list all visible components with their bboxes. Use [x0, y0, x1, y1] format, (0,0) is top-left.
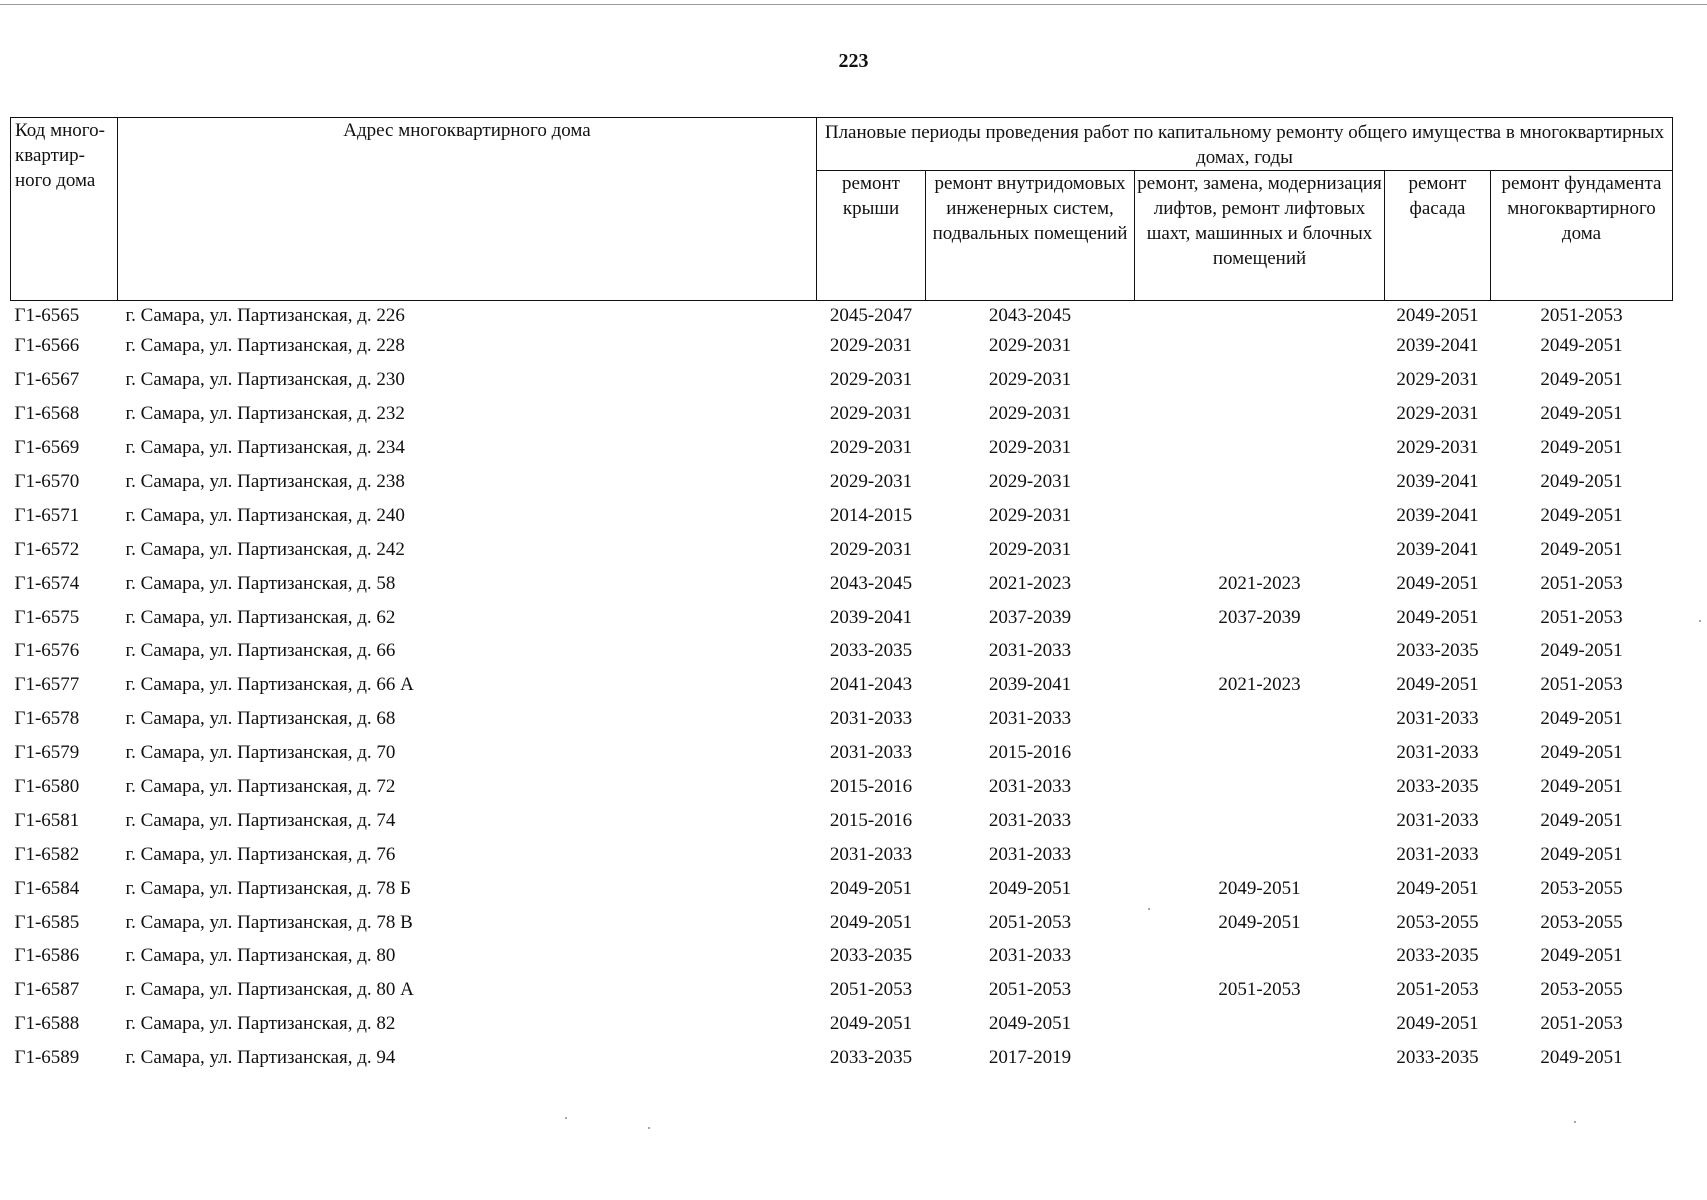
cell-address: г. Самара, ул. Партизанская, д. 78 В: [125, 911, 413, 933]
table-row: [11, 329, 1673, 363]
cell-facade: 2031-2033: [1396, 708, 1479, 730]
cell-address: г. Самара, ул. Партизанская, д. 94: [125, 1047, 396, 1069]
cell-roof: 2033-2035: [829, 640, 913, 662]
cell-foundation: 2049-2051: [1540, 538, 1623, 560]
header-periods-group: Плановые периоды проведения работ по капитальному ремонту общего имущества в многоквартирных домах, годы: [817, 118, 1673, 171]
header-address: Адрес многоквартирного дома: [118, 118, 817, 301]
cell-roof: 2015-2016: [829, 776, 913, 798]
table-row: [11, 770, 1673, 804]
cell-address: г. Самара, ул. Партизанская, д. 232: [125, 403, 405, 425]
cell-foundation: 2049-2051: [1540, 369, 1623, 391]
cell-engineering: 2049-2051: [988, 877, 1072, 899]
cell-foundation: 2049-2051: [1540, 742, 1623, 764]
cell-roof: 2029-2031: [829, 538, 913, 560]
cell-roof: 2051-2053: [829, 979, 913, 1001]
table-row: [11, 973, 1673, 1007]
cell-code: Г1-6587: [14, 979, 80, 1001]
table-row: [11, 600, 1673, 634]
cell-address: г. Самара, ул. Партизанская, д. 80: [125, 945, 396, 967]
cell-foundation: 2049-2051: [1540, 504, 1623, 526]
cell-code: Г1-6581: [14, 809, 80, 831]
cell-lifts: [1135, 736, 1385, 770]
cell-facade: 2029-2031: [1396, 369, 1479, 391]
cell-code: Г1-6588: [14, 1013, 80, 1035]
table-row: [11, 837, 1673, 871]
cell-facade: 2033-2035: [1396, 1047, 1479, 1069]
cell-foundation: 2051-2053: [1540, 304, 1623, 326]
top-rule: [0, 4, 1707, 5]
cell-address: г. Самара, ул. Партизанская, д. 66: [125, 640, 396, 662]
table-row: [11, 566, 1673, 600]
cell-lifts: [1135, 465, 1385, 499]
scan-speck: [1574, 1121, 1576, 1123]
cell-address: г. Самара, ул. Партизанская, д. 74: [125, 809, 396, 831]
cell-code: Г1-6585: [14, 911, 80, 933]
cell-roof: 2014-2015: [829, 504, 913, 526]
cell-facade: 2033-2035: [1396, 945, 1479, 967]
cell-engineering: 2051-2053: [988, 979, 1072, 1001]
cell-foundation: 2049-2051: [1540, 471, 1623, 492]
table-header: [11, 118, 1673, 301]
header-roof: ремонт крыши: [817, 171, 926, 301]
cell-address: г. Самара, ул. Партизанская, д. 58: [125, 572, 396, 594]
cell-roof: 2029-2031: [829, 471, 913, 492]
cell-code: Г1-6570: [14, 471, 80, 492]
table-row: [11, 532, 1673, 566]
table-row: [11, 634, 1673, 668]
table-body: [11, 301, 1673, 1075]
cell-roof: 2031-2033: [829, 708, 913, 730]
cell-roof: 2049-2051: [829, 911, 913, 933]
cell-facade: 2049-2051: [1396, 877, 1479, 899]
cell-code: Г1-6589: [14, 1047, 80, 1069]
cell-roof: 2033-2035: [829, 1047, 913, 1069]
cell-facade: 2049-2051: [1396, 572, 1479, 594]
table-row: [11, 668, 1673, 702]
cell-address: г. Самара, ул. Партизанская, д. 68: [125, 708, 396, 730]
cell-roof: 2049-2051: [829, 877, 913, 899]
table-row: [11, 1041, 1673, 1075]
table-row: [11, 803, 1673, 837]
cell-lifts: [1135, 301, 1385, 330]
cell-foundation: 2049-2051: [1540, 437, 1623, 459]
cell-engineering: 2031-2033: [988, 640, 1072, 662]
table-row: [11, 702, 1673, 736]
cell-lifts: [1135, 803, 1385, 837]
table-row: [11, 736, 1673, 770]
scan-speck: [565, 1117, 567, 1119]
cell-facade: 2031-2033: [1396, 843, 1479, 865]
cell-address: г. Самара, ул. Партизанская, д. 228: [125, 335, 405, 357]
table-row: [11, 431, 1673, 465]
scan-speck: [1699, 620, 1701, 622]
cell-code: Г1-6566: [14, 335, 80, 357]
header-engineering: ремонт внутридомовых инженерных систем, подвальных помещений: [926, 171, 1135, 301]
cell-engineering: 2031-2033: [988, 809, 1072, 831]
cell-code: Г1-6586: [14, 945, 80, 967]
cell-address: г. Самара, ул. Партизанская, д. 242: [125, 538, 405, 560]
cell-address: г. Самара, ул. Партизанская, д. 234: [125, 437, 405, 459]
cell-facade: 2039-2041: [1396, 538, 1479, 560]
cell-foundation: 2049-2051: [1540, 776, 1623, 798]
table-row: [11, 1007, 1673, 1041]
cell-engineering: 2031-2033: [988, 708, 1072, 730]
cell-facade: 2051-2053: [1396, 979, 1479, 1001]
cell-roof: 2015-2016: [829, 809, 913, 831]
cell-roof: 2029-2031: [829, 403, 913, 425]
cell-lifts: 2021-2023: [1218, 674, 1301, 696]
table-row: [11, 939, 1673, 973]
cell-foundation: 2049-2051: [1540, 708, 1623, 730]
header-facade: ремонт фасада: [1385, 171, 1491, 301]
header-lifts: ремонт, замена, модернизация лифтов, ремонт лифтовых шахт, машинных и блочных помещений: [1135, 171, 1385, 301]
cell-engineering: 2015-2016: [988, 742, 1072, 764]
cell-engineering: 2029-2031: [988, 437, 1072, 459]
cell-address: г. Самара, ул. Партизанская, д. 80 А: [125, 979, 414, 1001]
cell-lifts: [1135, 1041, 1385, 1075]
cell-address: г. Самара, ул. Партизанская, д. 62: [125, 606, 396, 628]
cell-address: г. Самара, ул. Партизанская, д. 240: [125, 504, 405, 526]
cell-address: г. Самара, ул. Партизанская, д. 72: [125, 776, 396, 798]
cell-foundation: 2053-2055: [1540, 877, 1623, 899]
cell-code: Г1-6584: [14, 877, 80, 899]
cell-foundation: 2049-2051: [1540, 1047, 1623, 1069]
cell-engineering: 2029-2031: [988, 403, 1072, 425]
cell-lifts: [1135, 363, 1385, 397]
cell-engineering: 2043-2045: [988, 304, 1072, 326]
cell-engineering: 2029-2031: [988, 538, 1072, 560]
cell-code: Г1-6565: [14, 304, 80, 326]
cell-code: Г1-6572: [14, 538, 80, 560]
cell-facade: 2031-2033: [1396, 742, 1479, 764]
cell-lifts: [1135, 702, 1385, 736]
cell-foundation: 2051-2053: [1540, 674, 1623, 696]
cell-roof: 2031-2033: [829, 843, 913, 865]
cell-facade: 2039-2041: [1396, 471, 1479, 492]
cell-engineering: 2029-2031: [988, 369, 1072, 391]
cell-engineering: 2029-2031: [988, 471, 1072, 492]
cell-lifts: [1135, 431, 1385, 465]
cell-foundation: 2049-2051: [1540, 843, 1623, 865]
cell-facade: 2029-2031: [1396, 403, 1479, 425]
cell-roof: 2039-2041: [829, 606, 913, 628]
cell-lifts: [1135, 939, 1385, 973]
table-row: [11, 905, 1673, 939]
cell-code: Г1-6579: [14, 742, 80, 764]
cell-address: г. Самара, ул. Партизанская, д. 82: [125, 1013, 396, 1035]
cell-facade: 2049-2051: [1396, 1013, 1479, 1035]
cell-foundation: 2053-2055: [1540, 911, 1623, 933]
cell-roof: 2029-2031: [829, 437, 913, 459]
cell-facade: 2039-2041: [1396, 504, 1479, 526]
table-row: [11, 397, 1673, 431]
cell-lifts: [1135, 634, 1385, 668]
scan-speck: [648, 1127, 650, 1129]
cell-lifts: 2021-2023: [1218, 572, 1301, 594]
cell-address: г. Самара, ул. Партизанская, д. 76: [125, 843, 396, 865]
cell-engineering: 2029-2031: [988, 335, 1072, 357]
cell-facade: 2039-2041: [1396, 335, 1479, 357]
table-row: [11, 301, 1673, 330]
cell-engineering: 2031-2033: [988, 776, 1072, 798]
cell-code: Г1-6567: [14, 369, 80, 391]
cell-lifts: 2037-2039: [1218, 606, 1301, 628]
table-row: [11, 498, 1673, 532]
header-row-1: [11, 118, 1673, 171]
cell-roof: 2029-2031: [829, 369, 913, 391]
cell-engineering: 2021-2023: [988, 572, 1072, 594]
cell-address: г. Самара, ул. Партизанская, д. 70: [125, 742, 396, 764]
cell-facade: 2049-2051: [1396, 674, 1479, 696]
cell-engineering: 2029-2031: [988, 504, 1072, 526]
cell-facade: 2049-2051: [1396, 606, 1479, 628]
table-row: [11, 363, 1673, 397]
cell-foundation: 2051-2053: [1540, 1013, 1623, 1035]
cell-code: Г1-6580: [14, 776, 80, 798]
scan-speck: [1148, 908, 1150, 910]
cell-lifts: 2049-2051: [1218, 911, 1301, 933]
cell-code: Г1-6578: [14, 708, 80, 730]
cell-address: г. Самара, ул. Партизанская, д. 226: [125, 304, 405, 326]
cell-lifts: 2051-2053: [1218, 979, 1301, 1001]
cell-roof: 2049-2051: [829, 1013, 913, 1035]
cell-foundation: 2049-2051: [1540, 403, 1623, 425]
cell-foundation: 2053-2055: [1540, 979, 1623, 1001]
cell-code: Г1-6568: [14, 403, 80, 425]
cell-facade: 2053-2055: [1396, 911, 1479, 933]
cell-address: г. Самара, ул. Партизанская, д. 230: [125, 369, 405, 391]
cell-engineering: 2049-2051: [988, 1013, 1072, 1035]
cell-address: г. Самара, ул. Партизанская, д. 238: [125, 471, 405, 492]
cell-lifts: [1135, 498, 1385, 532]
cell-roof: 2041-2043: [829, 674, 913, 696]
cell-foundation: 2049-2051: [1540, 809, 1623, 831]
cell-code: Г1-6571: [14, 504, 80, 526]
cell-roof: 2029-2031: [829, 335, 913, 357]
cell-foundation: 2049-2051: [1540, 335, 1623, 357]
cell-engineering: 2039-2041: [988, 674, 1072, 696]
cell-code: Г1-6577: [14, 674, 80, 696]
cell-foundation: 2051-2053: [1540, 606, 1623, 628]
cell-lifts: [1135, 329, 1385, 363]
capital-repair-table: [10, 117, 1673, 1075]
cell-lifts: [1135, 1007, 1385, 1041]
header-foundation: ремонт фундамента многоквартирного дома: [1491, 171, 1673, 301]
cell-engineering: 2037-2039: [988, 606, 1072, 628]
cell-code: Г1-6569: [14, 437, 80, 459]
page-number: 223: [838, 50, 869, 72]
cell-lifts: 2049-2051: [1218, 877, 1301, 899]
cell-lifts: [1135, 837, 1385, 871]
cell-facade: 2033-2035: [1396, 640, 1479, 662]
cell-facade: 2029-2031: [1396, 437, 1479, 459]
cell-code: Г1-6575: [14, 606, 80, 628]
table-row: [11, 871, 1673, 905]
cell-foundation: 2049-2051: [1540, 945, 1623, 967]
cell-engineering: 2051-2053: [988, 911, 1072, 933]
cell-facade: 2031-2033: [1396, 809, 1479, 831]
header-code: Код много-квартир-ного дома: [11, 118, 118, 301]
cell-foundation: 2049-2051: [1540, 640, 1623, 662]
cell-lifts: [1135, 397, 1385, 431]
cell-engineering: 2017-2019: [988, 1047, 1072, 1069]
cell-lifts: [1135, 532, 1385, 566]
cell-address: г. Самара, ул. Партизанская, д. 78 Б: [125, 877, 412, 899]
cell-facade: 2049-2051: [1396, 304, 1479, 326]
cell-lifts: [1135, 770, 1385, 804]
cell-engineering: 2031-2033: [988, 843, 1072, 865]
table-row: [11, 465, 1673, 499]
cell-foundation: 2051-2053: [1540, 572, 1623, 594]
cell-code: Г1-6576: [14, 640, 80, 662]
cell-code: Г1-6582: [14, 843, 80, 865]
cell-roof: 2031-2033: [829, 742, 913, 764]
cell-engineering: 2031-2033: [988, 945, 1072, 967]
cell-roof: 2043-2045: [829, 572, 913, 594]
cell-address: г. Самара, ул. Партизанская, д. 66 А: [125, 674, 414, 696]
cell-code: Г1-6574: [14, 572, 80, 594]
cell-roof: 2033-2035: [829, 945, 913, 967]
cell-facade: 2033-2035: [1396, 776, 1479, 798]
cell-roof: 2045-2047: [829, 304, 913, 326]
